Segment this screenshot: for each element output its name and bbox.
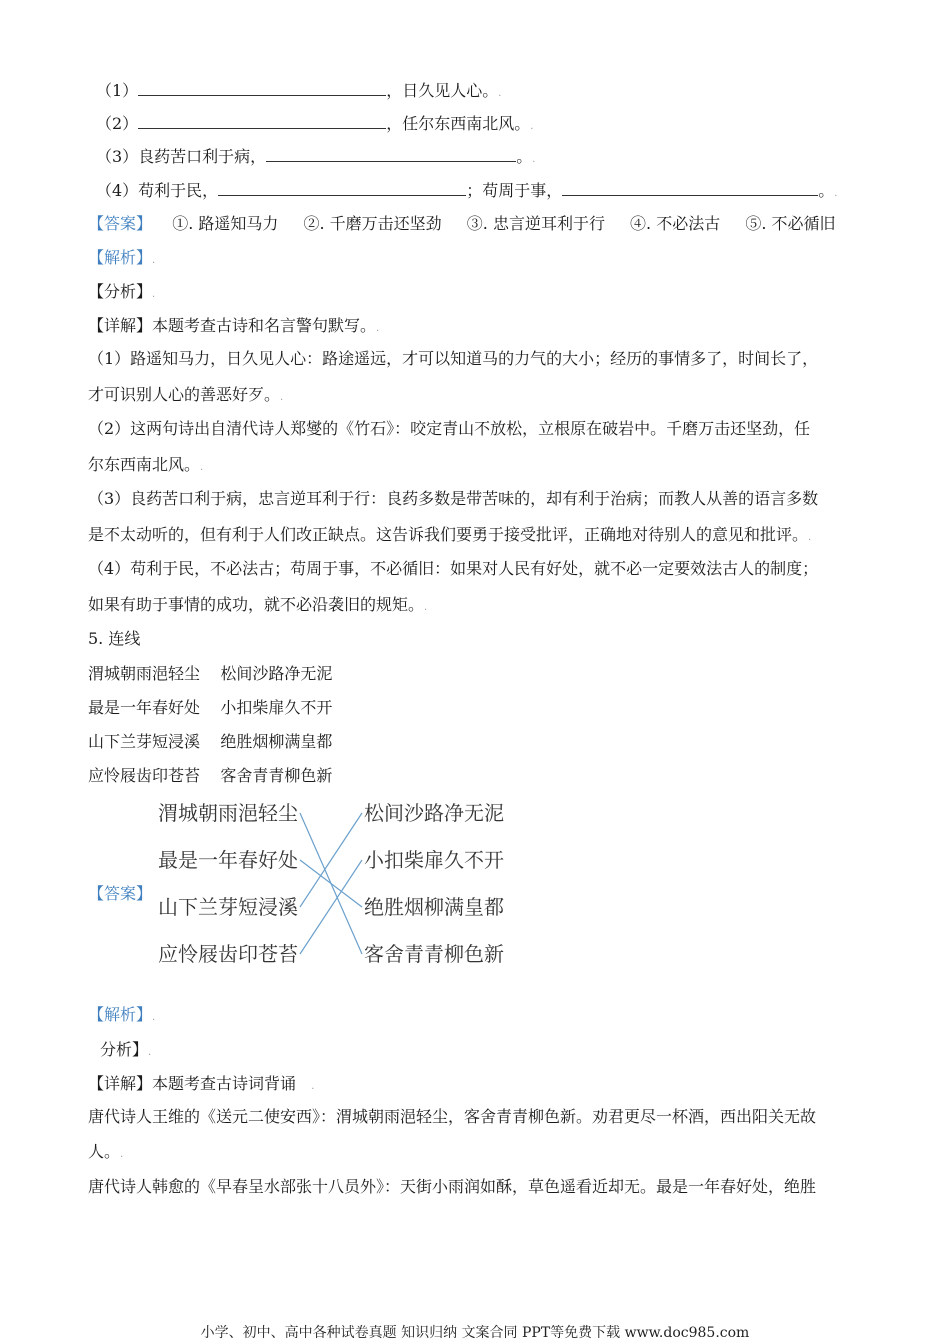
answer-item: ②. 千磨万击还坚劲 <box>303 214 442 233</box>
diagram-right-item: 松间沙路净无泥 <box>364 801 504 825</box>
answer-tag: 【答案】 <box>88 214 153 233</box>
diagram-left-item: 山下兰芽短浸溪 <box>158 895 298 919</box>
q4-jiexi: 【解析】. <box>88 248 156 267</box>
answer-item: ⑤. 不必循旧 <box>745 214 836 233</box>
match-line <box>300 860 362 954</box>
answer-item: ①. 路遥知马力 <box>172 214 279 233</box>
q4-answer <box>88 213 836 235</box>
match-line <box>300 813 362 907</box>
q5-row: 渭城朝雨浥轻尘 松间沙路净无泥 <box>88 664 333 683</box>
page-footer: 小学、初中、高中各种试卷真题 知识归纳 文案合同 PPT等免费下载 www.doc985.com <box>200 1325 750 1341</box>
q5-fenxi: 分析】. <box>100 1040 152 1059</box>
diagram-right-item: 小扣柴扉久不开 <box>364 848 504 872</box>
blank-line <box>266 146 516 162</box>
q5-para-2a: 唐代诗人韩愈的《早春呈水部张十八员外》：天街小雨润如酥，草色遥看近却无。最是一年春好处，绝胜 <box>88 1177 817 1196</box>
diagram-left-item: 渭城朝雨浥轻尘 <box>158 801 298 825</box>
q4-xiangjie: 【详解】本题考查古诗和名言警句默写。. <box>88 316 380 335</box>
q4-blank-4: （4）苟利于民， ；苟周于事， 。. <box>96 181 838 200</box>
q4-para-2b: 尔东西南北风。. <box>88 455 204 474</box>
q4-blank-1: （1） ，日久见人心。. <box>96 81 502 100</box>
q5-title: 5. 连线 <box>88 629 141 648</box>
q4-para-2a: （2）这两句诗出自清代诗人郑燮的《竹石》：咬定青山不放松，立根原在破岩中。千磨万击还坚劲，任 <box>88 419 811 438</box>
q4-para-1b: 才可识别人心的善恶好歹。. <box>88 385 284 404</box>
matching-diagram <box>150 792 530 982</box>
q5-row: 山下兰芽短浸溪 绝胜烟柳满皇都 <box>88 732 333 751</box>
answer-item: ③. 忠言逆耳利于行 <box>466 214 605 233</box>
diagram-right-item: 绝胜烟柳满皇都 <box>364 895 504 919</box>
q4-para-3a: （3）良药苦口利于病，忠言逆耳利于行：良药多数是带苦味的，却有利于治病；而教人从善的语言多数 <box>88 489 819 508</box>
q4-para-1a: （1）路遥知马力，日久见人心：路途遥远，才可以知道马的力气的大小；经历的事情多了，时间长了， <box>88 349 819 368</box>
blank-line <box>562 180 818 196</box>
q5-answer-tag: 【答案】 <box>88 884 153 903</box>
blank-line <box>138 113 386 129</box>
q4-blank-2: （2） ，任尔东西南北风。. <box>96 114 534 133</box>
q5-xiangjie: 【详解】本题考查古诗词背诵 . <box>88 1074 315 1093</box>
q5-para-1a: 唐代诗人王维的《送元二使安西》：渭城朝雨浥轻尘，客舍青青柳色新。劝君更尽一杯酒，西出阳关无故 <box>88 1107 817 1126</box>
q5-para-1b: 人。. <box>88 1142 124 1161</box>
diagram-right-item: 客舍青青柳色新 <box>364 942 504 966</box>
q5-jiexi: 【解析】. <box>88 1005 156 1024</box>
match-line <box>300 860 362 907</box>
diagram-left-item: 应怜屐齿印苍苔 <box>158 942 298 966</box>
diagram-left-item: 最是一年春好处 <box>158 848 298 872</box>
q5-row: 最是一年春好处 小扣柴扉久不开 <box>88 698 333 717</box>
blank-line <box>138 80 386 96</box>
q5-row: 应怜屐齿印苍苔 客舍青青柳色新 <box>88 766 333 785</box>
answer-item: ④. 不必法古 <box>630 214 721 233</box>
q4-fenxi: 【分析】. <box>88 282 156 301</box>
q4-blank-3: （3）良药苦口利于病， 。. <box>96 147 536 166</box>
q4-para-4b: 如果有助于事情的成功，就不必沿袭旧的规矩。. <box>88 595 428 614</box>
blank-line <box>218 180 466 196</box>
q4-para-3b: 是不太动听的，但有利于人们改正缺点。这告诉我们要勇于接受批评，正确地对待别人的意见和批评。. <box>88 525 812 544</box>
q4-para-4a: （4）苟利于民，不必法古；苟周于事，不必循旧：如果对人民有好处，就不必一定要效法古人的制度； <box>88 559 819 578</box>
